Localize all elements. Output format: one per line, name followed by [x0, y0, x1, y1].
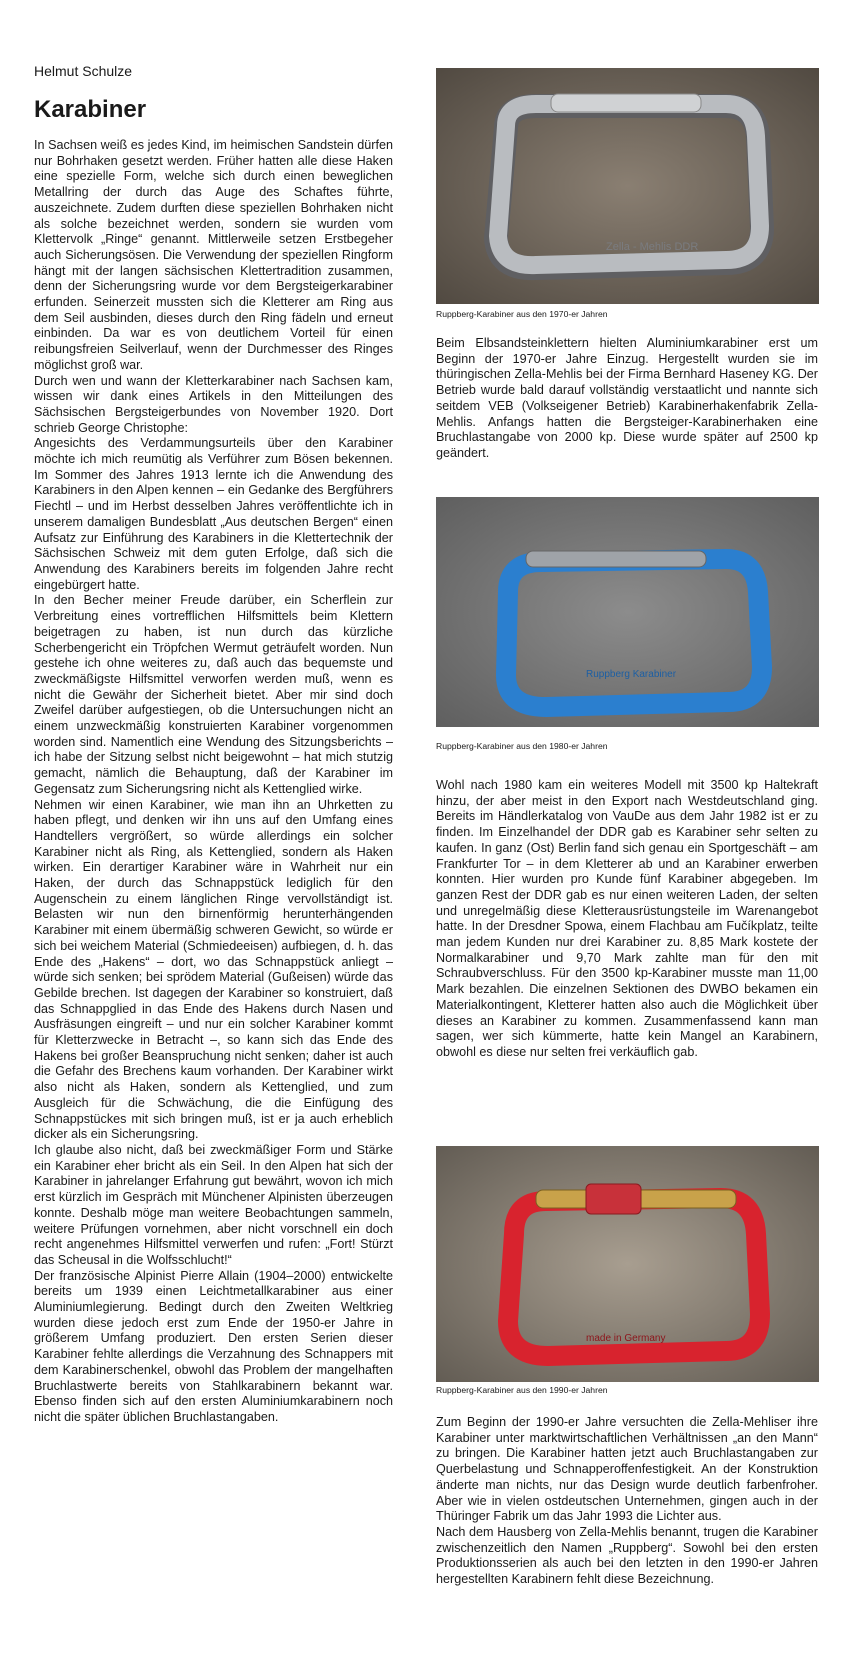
paragraph: Zum Beginn der 1990-er Jahre versuchten die Zella-Mehliser ihre Karabiner unter marktwirtschaftlichen Verhältnissen „an den Mann“ zu bringen. Die Karabiner hatten jetzt auch Bruchlastangaben zur Querbelastung und Schnapperoffenfestigkeit. An der Konstruktion änderte man nichts, nur das Design wurde deutlich farbenfroher. Aber wie in vielen ostdeutschen Unternehmen, gingen auch in der Thüringer Fabrik um das Jahr 1993 die Lichter aus.: [436, 1415, 818, 1524]
paragraph: In Sachsen weiß es jedes Kind, im heimischen Sandstein dürfen nur Bohrhaken gesetzt werden. Früher hatten alle diese Haken eine spezielle Form, welche sich durch einen beweglichen Metallring der durch das Auge des Schaftes führte, auszeichnete. Zudem durften diese speziellen Bohrhaken nicht als solche bezeichnet werden, sondern sie wurden vom Klettervolk „Ringe“ genannt. Mittlerweile setzen Erstbegeher auch Sicherungsösen. Die Verwendung der speziellen Ringform hängt mit der langen sächsischen Klettertradition zusammen, denn der Sicherungsring wurde vor dem Bergsteigerkarabiner erfunden. Seinerzeit mussten sich die Kletterer am Ring aus dem Seil ausbinden, dieses durch den Ring fädeln und erneut einbinden. Da war es von deutlichem Vorteil für einen reibungsfreien Seilverlauf, wenn der Durchmesser des Ringes möglichst groß war.: [34, 138, 393, 372]
photo-caption: Ruppberg-Karabiner aus den 1990-er Jahren: [436, 1385, 608, 1395]
engraving-text: made in Germany: [586, 1333, 666, 1344]
paragraph: Der französische Alpinist Pierre Allain (1904–2000) entwickelte bereits um 1939 einen Leichtmetallkarabiner aus einer Aluminiumlegierung. Bedingt durch den Zweiten Weltkrieg wurden diese jedoch erst zum Ende der 1950-er Jahre in größerem Umfang produziert. Den ersten Serien dieser Karabiner fehlte allerdings die Verzahnung des Schnappers mit dem Karabinerschenkel, obwohl das Problem der mangelhaften Bruchlastwerte bereits von Stahlkarabinern bekannt war. Ebenso finden sich auf den ersten Aluminiumkarabinern noch nicht die später üblichen Bruchlastangaben.: [34, 1268, 393, 1424]
paragraph: Ich glaube also nicht, daß bei zweckmäßiger Form und Stärke ein Karabiner eher bricht als ein Seil. In den Alpen hat sich der Karabiner in jahrelanger Erfahrung gut bewährt, wovon ich mich erst kürzlich im Gespräch mit Münchener Alpinisten überzeugen konnte. Deshalb möge man weitere Beobachtungen sammeln, weitere Prüfungen vornehmen, aber nicht vorschnell ein doch recht angenehmes Hilfsmittel verwerfen und rufen: „Fort! Stürzt das Scheusal in die Wolfsschlucht!“: [34, 1143, 393, 1267]
carabiner-photo-1970s: [436, 68, 819, 304]
paragraph: Nehmen wir einen Karabiner, wie man ihn an Uhrketten zu haben pflegt, und denken wir ihn uns auf den Umfang eines Handtellers vergrößert, so würde allerdings ein solcher Karabiner nicht als Ring, als Kettenglied, sondern als Haken wirken. Ein derartiger Karabiner wäre in Wahrheit nur ein Haken, der durch das Schnappstück lediglich für den Augenschein zu einem länglichen Ringe vervollständigt ist. Belasten wir nun den birnenförmig herunterhängenden Karabiner mit einem übermäßig schweren Gewicht, so würde er sich bei weichem Material (Schmiedeeisen) aufbiegen, d. h. das Ende des „Hakens“ – dort, wo das Schnappstück anliegt – würde sich senken; bei sprödem Material (Gußeisen) würde das Gebilde brechen. Ist dagegen der Karabiner so konstruiert, daß das Schnappglied in das Ende des Hakens durch Nasen und Ausfräsungen eingreift – und nur ein solcher Karabiner kommt für Kletterzwecke in Betracht –, so kann sich das Ende des Hakens bei großer Beanspruchung nicht senken; daher ist auch die Gefahr des Brechens kaum vorhanden. Der Karabiner wirkt also nicht als Haken, sondern als Kettenglied, und zum Ausgleich für die Schwächung, die die Einfügung des Schnappstückes mit sich bringen muß, ist er ja auch erheblich dicker als ein Sicherungsring.: [34, 797, 393, 1142]
carabiner-gate: [526, 551, 706, 567]
carabiner-gate: [551, 94, 701, 112]
paragraph: Beim Elbsandsteinklettern hielten Aluminiumkarabiner erst um Beginn der 1970-er Jahre Einzug. Hergestellt wurden sie im thüringischen Zella-Mehlis bei der Firma Bernhard Haseney KG. Der Betrieb wurde bald darauf vollständig verstaatlicht und nannte sich seitdem VEB (Volkseigener Betrieb) Karabinerhakenfabrik Zella-Mehlis. Anfangs hatten die Bergsteiger-Karabinerhaken eine Bruchlastangabe von 2000 kp. Diese wurde später auf 2500 kp geändert.: [436, 336, 818, 460]
right-text-block: [436, 778, 818, 1061]
photo-caption: Ruppberg-Karabiner aus den 1970-er Jahren: [436, 309, 608, 319]
carabiner-photo-1990s: [436, 1146, 819, 1382]
photo-caption: Ruppberg-Karabiner aus den 1980-er Jahren: [436, 741, 608, 751]
paragraph: In den Becher meiner Freude darüber, ein Scherflein zur Verbreitung eines vortrefflichen Hilfsmittels beim Klettern beigetragen zu haben, ist nun durch das kürzliche Scherbengericht ein Tröpfchen Wermut geträufelt worden. Nun gestehe ich ohne weiteres zu, daß auch das bequemste und zweckmäßigste Hilfsmittel verworfen werden muß, wenn es nicht die Gewähr der Sicherheit bietet. Aber mir sind doch Zweifel darüber aufgestiegen, ob die Untersuchungen nicht an einem unzweckmäßig konstruierten Karabiner vorgenommen worden sind. Namentlich eine Wendung des Sitzungsberichts – ich habe der Sitzung selbst nicht beigewohnt – hat mich stutzig gemacht, nämlich die Behauptung, daß der Karabiner im Gegensatz zum Sicherungsring nicht als Kettenglied wirke.: [34, 593, 393, 796]
carabiner-photo-1980s: [436, 497, 819, 727]
paragraph: Nach dem Hausberg von Zella-Mehlis benannt, trugen die Karabiner zwischenzeitlich den Namen „Ruppberg“. Sowohl bei den ersten Produktionsserien als auch bei den letzten in den 1990-er Jahren hergestellten Karabinern fehlt diese Bezeichnung.: [436, 1524, 818, 1587]
article-title: Karabiner: [34, 96, 147, 123]
engraving-text: Zella - Mehlis DDR: [606, 241, 699, 253]
paragraph: Wohl nach 1980 kam ein weiteres Modell mit 3500 kp Haltekraft hinzu, der aber meist in den Export nach Westdeutschland ging. Bereits im Händlerkatalog von VauDe aus dem Jahr 1982 ist er zu finden. Im Einzelhandel der DDR gab es Karabiner sehr selten zu kaufen. In ganz (Ost) Berlin fand sich genau ein Sportgeschäft – am Frankfurter Tor – in dem Kletterer ab und an Karabiner erwerben konnten. Hier wurden pro Kunde fünf Karabiner abgegeben. Im ganzen Rest der DDR gab es nur einen weiteren Laden, der selten und unregelmäßig diese Kletterausrüstungsteile im Warenangebot hatte. In der Dresdner Spowa, einem Flachbau am Fučíkplatz, teilte man jedem Kunden nur drei Karabiner zu. 8,85 Mark kostete der Normalkarabiner und 9,70 Mark zahlte man für den mit Schraubverschluss. Für den 3500 kp-Karabiner musste man 11,00 Mark bezahlen. Die einzelnen Sektionen des DWBO bekamen ein Materialkontingent, Kletterer hatten also auch die Möglichkeit über dieses an Karabiner zu kommen. Zusammenfassend kann man sagen, wer sich kümmerte, hatte kein Mangel an Karabinern, obwohl es diese nur selten frei verkäuflich gab.: [436, 778, 818, 1059]
right-text-block: [436, 336, 818, 462]
right-text-block: [436, 1415, 818, 1588]
engraving-text: Ruppberg Karabiner: [586, 669, 677, 680]
screw-lock-sleeve: [586, 1184, 641, 1214]
paragraph: Angesichts des Verdammungsurteils über den Karabiner möchte ich mich reumütig als Verführer zum Bösen bekennen. Im Sommer des Jahres 1913 lernte ich die Anwendung des Karabiners in den Alpen kennen – ein Gedanke des Bergführers Fiechtl – und im Herbst desselben Jahres veröffentlichte ich in unserem damaligen Bundesblatt „Aus deutschen Bergen“ einen Aufsatz zur Einführung des Karabiners in die Klettertechnik der Sächsischen Schweiz mit dem guten Erfolge, daß sich die Anwendung des Karabiners bereits im folgenden Jahre recht eingebürgert hatte.: [34, 436, 393, 592]
author-name: Helmut Schulze: [34, 63, 133, 79]
left-column: [34, 138, 393, 1426]
paragraph: Durch wen und wann der Kletterkarabiner nach Sachsen kam, wissen wir dank eines Artikels in den Mitteilungen des Sächsischen Bergsteigerbundes von November 1920. Dort schrieb George Christophe:: [34, 373, 393, 435]
